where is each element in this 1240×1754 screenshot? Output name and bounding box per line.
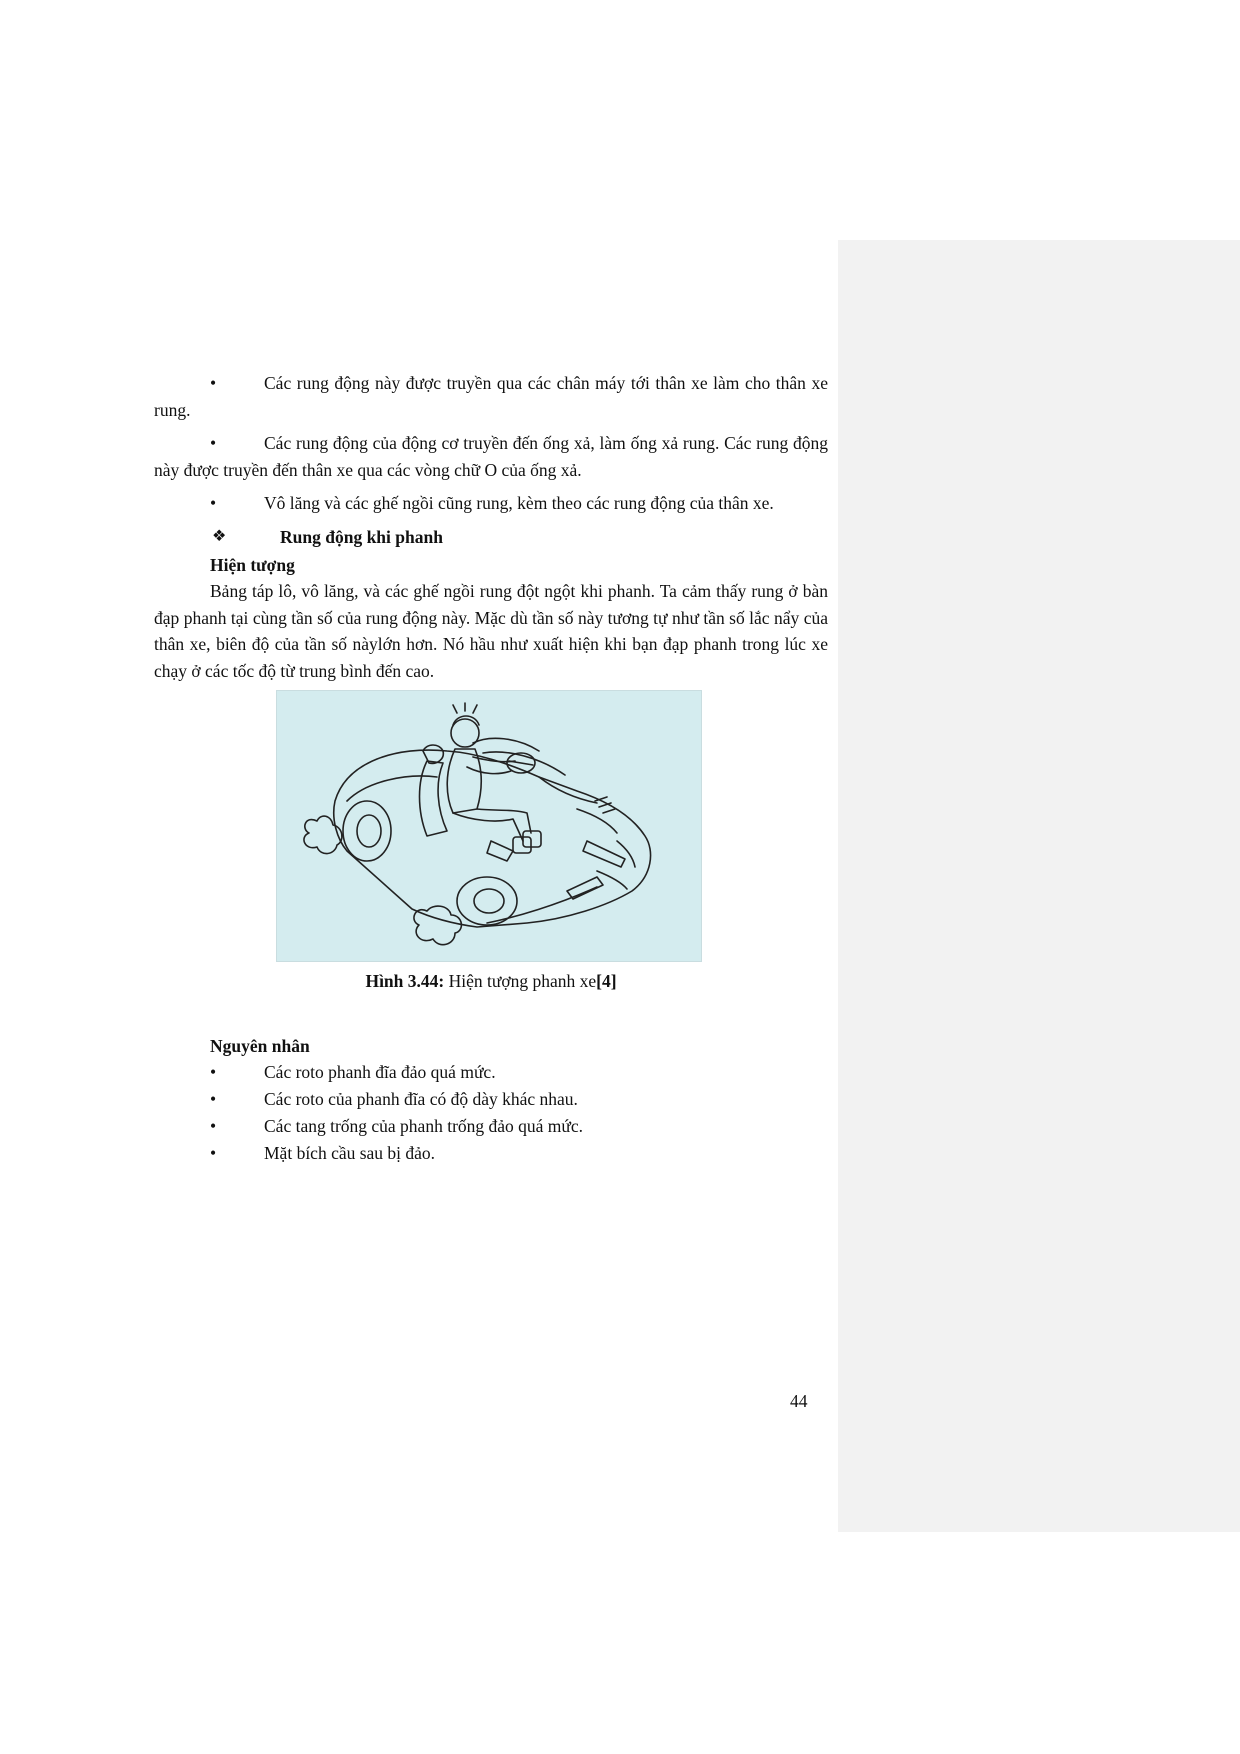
front-wheel bbox=[457, 877, 517, 925]
dust-cloud-rear bbox=[304, 816, 342, 854]
list-item bbox=[154, 1140, 828, 1167]
bullet-text: Vô lăng và các ghế ngồi cũng rung, kèm theo các rung động của thân xe. bbox=[264, 493, 774, 513]
subheading-phenomenon: Hiện tượng bbox=[210, 554, 295, 575]
driver-torso bbox=[447, 749, 481, 813]
bullet-dot: • bbox=[210, 1143, 217, 1163]
dust-cloud-front bbox=[414, 906, 461, 945]
list-item-text: Các roto phanh đĩa đảo quá mức. bbox=[264, 1062, 496, 1082]
comment-pane bbox=[838, 240, 1240, 1532]
bullet-text: Các rung động của động cơ truyền đến ống xả, làm ống xả rung. Các rung động này được truyền đến thân xe qua các vòng chữ O của ống xả. bbox=[154, 433, 828, 480]
bullet-dot: • bbox=[210, 373, 217, 393]
phenomenon-paragraph: Bảng táp lô, vô lăng, và các ghế ngồi rung đột ngột khi phanh. Ta cảm thấy rung ở bàn đạp phanh tại cùng tần số của rung động này. Mặc dù tần số này tương tự như tần số lắc nẩy của thân xe, biên độ của tần số nàylớn hơn. Nó hầu như xuất hiện khi bạn đạp phanh trong lúc xe chạy ở các tốc độ từ trung bình đến cao. bbox=[154, 581, 828, 681]
bullet-dot: • bbox=[210, 1116, 217, 1136]
bullet-text: Các rung động này được truyền qua các chân máy tới thân xe làm cho thân xe rung. bbox=[154, 373, 828, 420]
seat bbox=[420, 761, 448, 836]
diamond-bullet-icon: ❖ bbox=[212, 527, 227, 545]
section-title: Rung động khi phanh bbox=[280, 526, 443, 547]
list-item-text: Các tang trống của phanh trống đảo quá mức. bbox=[264, 1116, 584, 1136]
list-item-text: Các roto của phanh đĩa có độ dày khác nhau. bbox=[264, 1089, 578, 1109]
bullet-paragraph bbox=[154, 370, 828, 423]
car-braking-illustration bbox=[277, 691, 701, 961]
bullet-dot: • bbox=[210, 493, 217, 513]
caption-text: Hiện tượng phanh xe bbox=[444, 971, 597, 991]
bullet-paragraph bbox=[154, 430, 828, 483]
caption-ref: [4] bbox=[596, 971, 617, 991]
bullet-dot: • bbox=[210, 1062, 217, 1082]
bullet-paragraph bbox=[154, 490, 828, 517]
page-number: 44 bbox=[790, 1391, 808, 1411]
list-item bbox=[154, 1086, 828, 1113]
rear-wheel bbox=[343, 801, 391, 861]
list-item-text: Mặt bích cầu sau bị đảo. bbox=[264, 1143, 436, 1163]
list-item bbox=[154, 1059, 828, 1086]
figure-car-braking bbox=[276, 690, 702, 962]
page-content bbox=[154, 370, 828, 1167]
bullet-dot: • bbox=[210, 433, 217, 453]
figure-caption bbox=[154, 968, 828, 995]
caption-label: Hình 3.44: bbox=[365, 971, 445, 991]
list-item bbox=[154, 1113, 828, 1140]
bullet-dot: • bbox=[210, 1089, 217, 1109]
car-body bbox=[334, 750, 651, 927]
section-heading bbox=[154, 524, 828, 551]
subheading-causes: Nguyên nhân bbox=[210, 1035, 310, 1056]
